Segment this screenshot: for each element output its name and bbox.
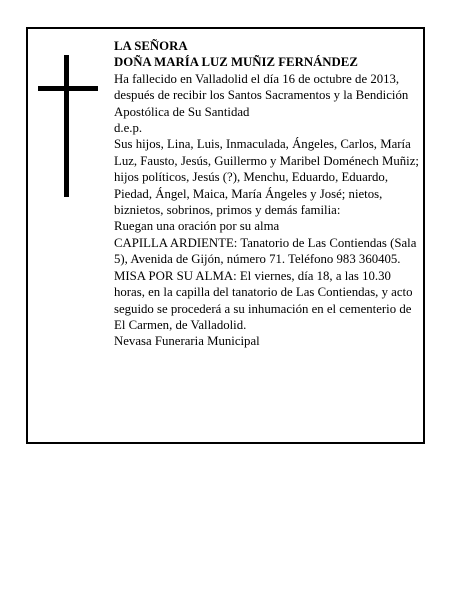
- family-list: Sus hijos, Lina, Luis, Inmaculada, Ángeles, Carlos, María Luz, Fausto, Jesús, Guillermo y Maribel Doménech Muñiz; hijos políticos, Jesús (?), Menchu, Eduardo, Eduardo, Piedad, Ángel, Maica, María Ángeles y José; nietos, biznietos, sobrinos, primos y demás familia:: [114, 137, 419, 218]
- misa-info: MISA POR SU ALMA: El viernes, día 18, a las 10.30 horas, en la capilla del tanatorio de Las Contiendas, y acto seguido se procederá a su inhumación en el cementerio de El Carmen, de Valladolid.: [114, 268, 413, 332]
- obituary-text: [114, 38, 420, 350]
- cross-horizontal-bar: [38, 86, 98, 91]
- notice-title: LA SEÑORA: [114, 39, 188, 53]
- death-announcement: Ha fallecido en Valladolid el día 16 de octubre de 2013, después de recibir los Santos Sacramentos y la Bendición Apostólica de Su Santidad: [114, 71, 409, 119]
- capilla-ardiente: CAPILLA ARDIENTE: Tanatorio de Las Contiendas (Sala 5), Avenida de Gijón, número 71. Teléfono 983 360405.: [114, 235, 417, 267]
- cross-vertical-bar: [64, 55, 69, 197]
- prayer-request: Ruegan una oración por su alma: [114, 219, 280, 234]
- cross-icon: [38, 55, 98, 197]
- funeral-home: Nevasa Funeraria Municipal: [114, 334, 260, 349]
- deceased-name: DOÑA MARÍA LUZ MUÑIZ FERNÁNDEZ: [114, 55, 358, 70]
- dep-text: d.e.p.: [114, 121, 143, 136]
